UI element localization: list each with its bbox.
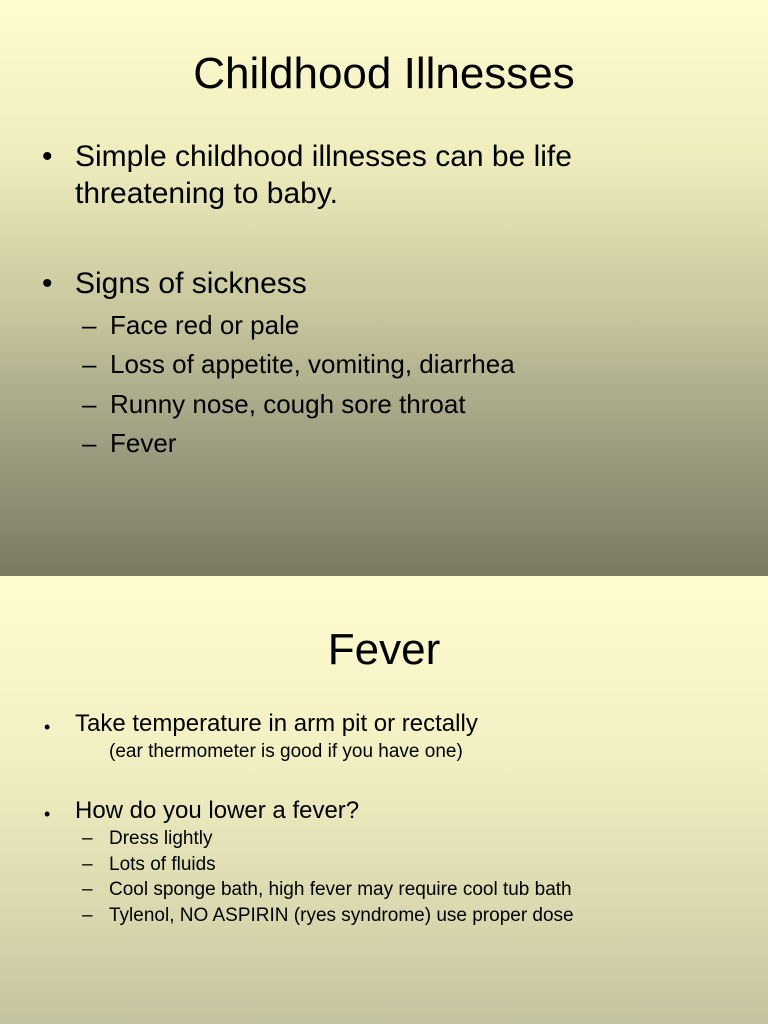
sub-item-marker: – bbox=[82, 854, 93, 875]
sub-item-marker: – bbox=[82, 905, 93, 926]
bullet-text: Take temperature in arm pit or rectally bbox=[75, 710, 478, 737]
sub-item-text: Lots of fluids bbox=[109, 854, 216, 875]
slide-title: Childhood Illnesses bbox=[193, 49, 575, 98]
slide-fever bbox=[0, 576, 768, 1024]
bullet-text: threatening to baby. bbox=[75, 177, 338, 210]
sub-item-marker: – bbox=[82, 349, 97, 379]
slide-title: Fever bbox=[327, 625, 441, 674]
note-text: (ear thermometer is good if you have one) bbox=[109, 741, 463, 762]
sub-item-text: Runny nose, cough sore throat bbox=[110, 389, 466, 419]
bullet-text: Simple childhood illnesses can be life bbox=[75, 140, 572, 173]
sub-item-marker: – bbox=[82, 389, 97, 419]
sub-item-marker: – bbox=[82, 828, 93, 849]
bullet-text: How do you lower a fever? bbox=[75, 797, 360, 824]
sub-item-text: Face red or pale bbox=[110, 310, 300, 340]
bullet-marker: • bbox=[44, 717, 51, 737]
bullet-marker: • bbox=[42, 140, 53, 173]
bullet-marker: • bbox=[44, 804, 51, 824]
sub-item-marker: – bbox=[82, 310, 97, 340]
sub-item-text: Cool sponge bath, high fever may require cool tub bath bbox=[109, 879, 572, 900]
sub-item-text: Tylenol, NO ASPIRIN (ryes syndrome) use proper dose bbox=[109, 905, 574, 926]
sub-item-marker: – bbox=[82, 879, 93, 900]
bullet-marker: • bbox=[42, 267, 53, 300]
sub-item-text: Fever bbox=[110, 428, 177, 458]
sub-item-marker: – bbox=[82, 428, 97, 458]
sub-item-text: Loss of appetite, vomiting, diarrhea bbox=[110, 349, 515, 379]
bullet-text: Signs of sickness bbox=[75, 267, 307, 300]
sub-item-text: Dress lightly bbox=[109, 828, 213, 849]
